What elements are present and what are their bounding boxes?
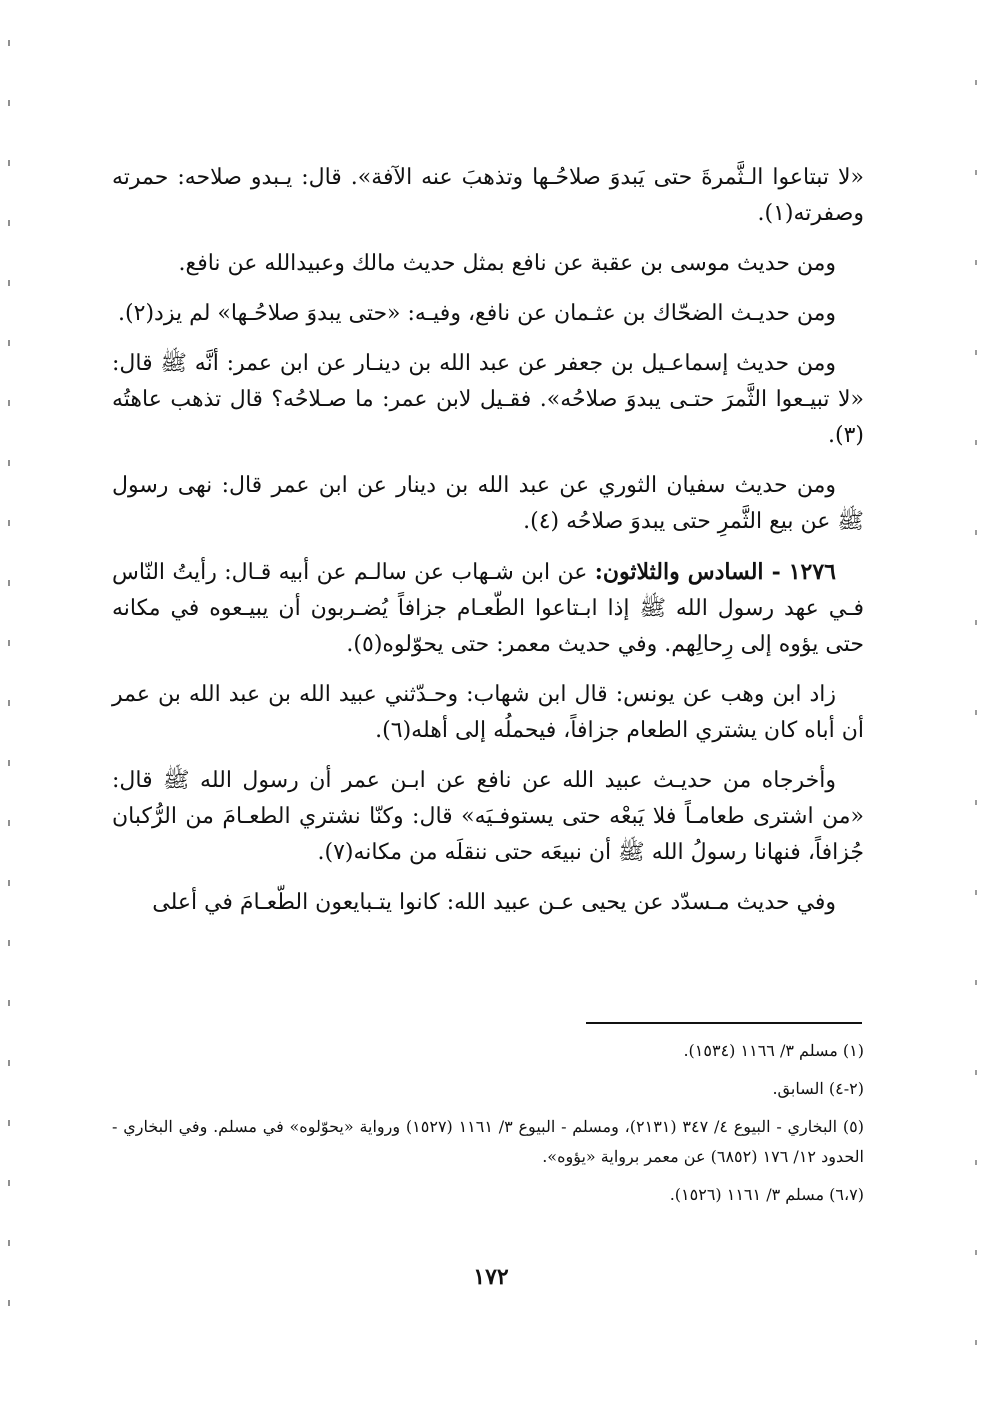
hadith-number-heading: ١٢٧٦ - السادس والثلاثون: bbox=[594, 559, 836, 585]
paragraph: زاد ابن وهب عن يونس: قال ابن شهاب: وحـدّثني عبيد الله بن عبد الله بن عمر أن أباه كان يشتري الطعام جزافاً، فيحملُه إلى أهله(٦). bbox=[112, 682, 864, 743]
paragraph: ومن حديث إسماعـيل بن جعفر عن عبد الله بن دينـار عن ابن عمر: أنَّه ﷺ قال: «لا تبيـعوا الثَّمرَ حتـى يبدوَ صلاحُه». فقـيل لابن عمر: ما صـلاحُه؟ قال تذهب عاهتُه (٣). bbox=[112, 351, 864, 448]
scan-edge-mark-right bbox=[975, 80, 977, 1380]
page-number: ١٧٢ bbox=[473, 1264, 509, 1290]
paragraph: وأخرجاه من حديـث عبيد الله عن نافع عن ابـن عمر أن رسول الله ﷺ قال: «من اشترى طعامـاً فلا يَبعْه حتى يستوفـيَه» قال: وكنّا نشتري الطعـامَ من الرُّكبان جُزافاً، فنهانا رسولُ الله ﷺ أن نبيعَه حتى ننقلَه من مكانه(٧). bbox=[112, 768, 864, 865]
footnotes bbox=[112, 1036, 864, 1218]
scan-edge-mark-left bbox=[8, 40, 10, 1360]
paragraph: ومن حديث موسى بن عقبة عن نافع بمثل حديث مالك وعبيدالله عن نافع. bbox=[178, 251, 836, 276]
hadith-paragraph bbox=[112, 554, 864, 663]
footnote-separator bbox=[586, 1022, 862, 1024]
footnote: (٢-٤) السابق. bbox=[772, 1079, 864, 1098]
footnote: (١) مسلم ٣/ ١١٦٦ (١٥٣٤). bbox=[683, 1041, 864, 1060]
paragraph: «لا تبتاعوا الـثَّمرةَ حتى يَبدوَ صلاحُـها وتذهبَ عنه الآفة». قال: يـبدو صلاحه: حمرته وصفرته(١). bbox=[112, 165, 864, 226]
paragraph: وفي حديث مـسدّد عن يحيى عـن عبيد الله: كانوا يتـبايعون الطّعـامَ في أعلى bbox=[152, 890, 836, 915]
paragraph: ومن حديـث الضحّاك بن عثـمان عن نافع، وفيـه: «حتى يبدوَ صلاحُـها» لم يزد(٢). bbox=[118, 301, 836, 326]
footnote: (٥) البخاري - البيوع ٤/ ٣٤٧ (٢١٣١)، ومسلم - البيوع ٣/ ١١٦١ (١٥٢٧) ورواية «يحوّلوه» في مسلم. وفي البخاري - الحدود ١٢/ ١٧٦ (٦٨٥٢) عن معمر برواية «يؤوه». bbox=[112, 1117, 865, 1166]
footnote: (٦،٧) مسلم ٣/ ١١٦١ (١٥٢٦). bbox=[669, 1185, 864, 1204]
hadith-text: عن ابن شـهاب عن سالـم عن أبيه قـال: رأيتُ النّاس فـي عهد رسول الله ﷺ إذا ابـتاعوا الطّعـام جزافاً يُضـربون أن يبيـعوه في مكانه حتى يؤوه إلى رِحالِهم. وفي حديث معمر: حتى يحوّلوه(٥). bbox=[112, 560, 864, 657]
paragraph: ومن حديث سفيان الثوري عن عبد الله بن دينار عن ابن عمر قال: نهى رسول ﷺ عن بيع الثَّمرِ حتى يبدوَ صلاحُه (٤). bbox=[112, 473, 864, 534]
main-text bbox=[112, 160, 864, 935]
